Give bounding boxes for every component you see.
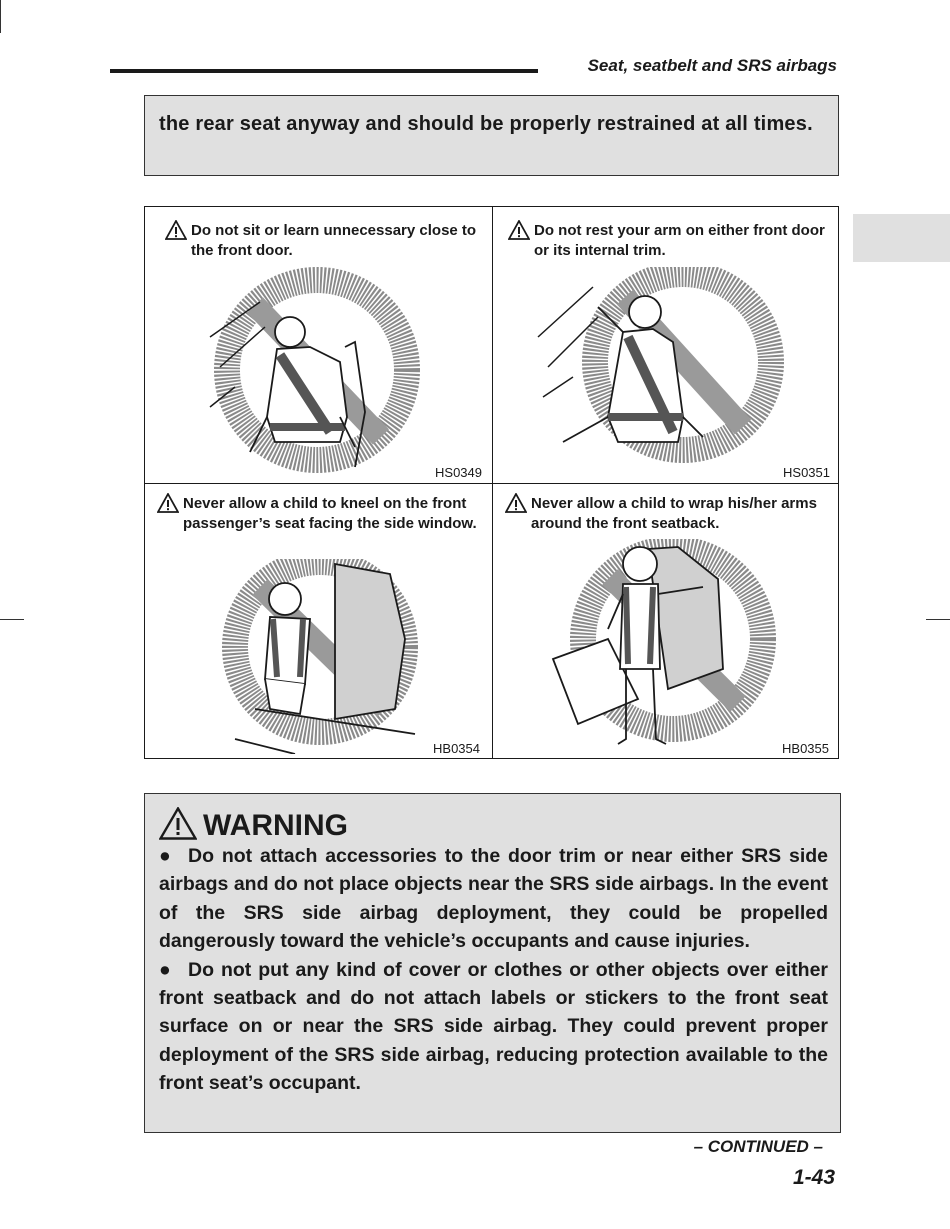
- illustration-cell-child-kneeling: [145, 484, 492, 758]
- warning-box: [144, 793, 841, 1133]
- illustration-arm-on-door: [533, 267, 793, 477]
- caution-continued-box: [144, 95, 839, 176]
- illustration-grid: [144, 206, 839, 759]
- crop-mark-top-left: [0, 0, 1, 33]
- illustration-sitting-near-door: [205, 267, 425, 477]
- illustration-cell-arm-on-door: [493, 207, 840, 483]
- warning-triangle-icon: [508, 220, 530, 240]
- continued-label: – CONTINUED –: [693, 1137, 823, 1156]
- header-rule: [110, 69, 538, 73]
- illustration-code: HB0354: [433, 741, 480, 756]
- warning-triangle-icon: [505, 493, 527, 513]
- illustration-cell-child-seatback: [493, 484, 840, 758]
- illustration-child-kneeling: [215, 559, 435, 754]
- warning-title: WARNING: [203, 809, 348, 842]
- crop-mark-left: [0, 619, 24, 620]
- illustration-code: HS0351: [783, 465, 830, 480]
- section-title: Seat, seatbelt and SRS airbags: [587, 56, 837, 75]
- crop-mark-right: [926, 619, 950, 620]
- illustration-caption: Never allow a child to wrap his/her arms around the front seatback.: [531, 494, 831, 533]
- page-number: 1-43: [792, 1166, 835, 1189]
- illustration-child-seatback: [548, 539, 783, 754]
- illustration-caption: Never allow a child to kneel on the front passenger’s seat facing the side window.: [183, 494, 488, 533]
- illustration-code: HB0355: [782, 741, 829, 756]
- caution-continued-text: the rear seat anyway and should be properly restrained at all times.: [159, 113, 813, 135]
- illustration-caption: Do not rest your arm on either front door or its internal trim.: [534, 221, 829, 260]
- warning-triangle-icon: [159, 807, 197, 840]
- warning-triangle-icon: [157, 493, 179, 513]
- thumb-index-tab: [853, 214, 950, 262]
- warning-bullet: ● Do not attach accessories to the door trim or near either SRS side airbags and do not place objects near the SRS side airbags. In the event of the SRS side airbag deployment, they could be propelled dangerously toward the vehicle’s occupants and cause injuries.: [159, 845, 828, 953]
- illustration-code: HS0349: [435, 465, 482, 480]
- illustration-caption: Do not sit or learn unnecessary close to the front door.: [191, 221, 481, 260]
- illustration-cell-sitting-near-door: [145, 207, 492, 483]
- warning-body: [159, 842, 828, 1098]
- warning-bullet: ● Do not put any kind of cover or clothes or other objects over either front seatback and do not attach labels or stickers to the front seat surface on or near the SRS side airbag. They could prevent proper deployment of the SRS side airbag, reducing protection available to the front seat’s occupant.: [159, 958, 828, 1095]
- warning-triangle-icon: [165, 220, 187, 240]
